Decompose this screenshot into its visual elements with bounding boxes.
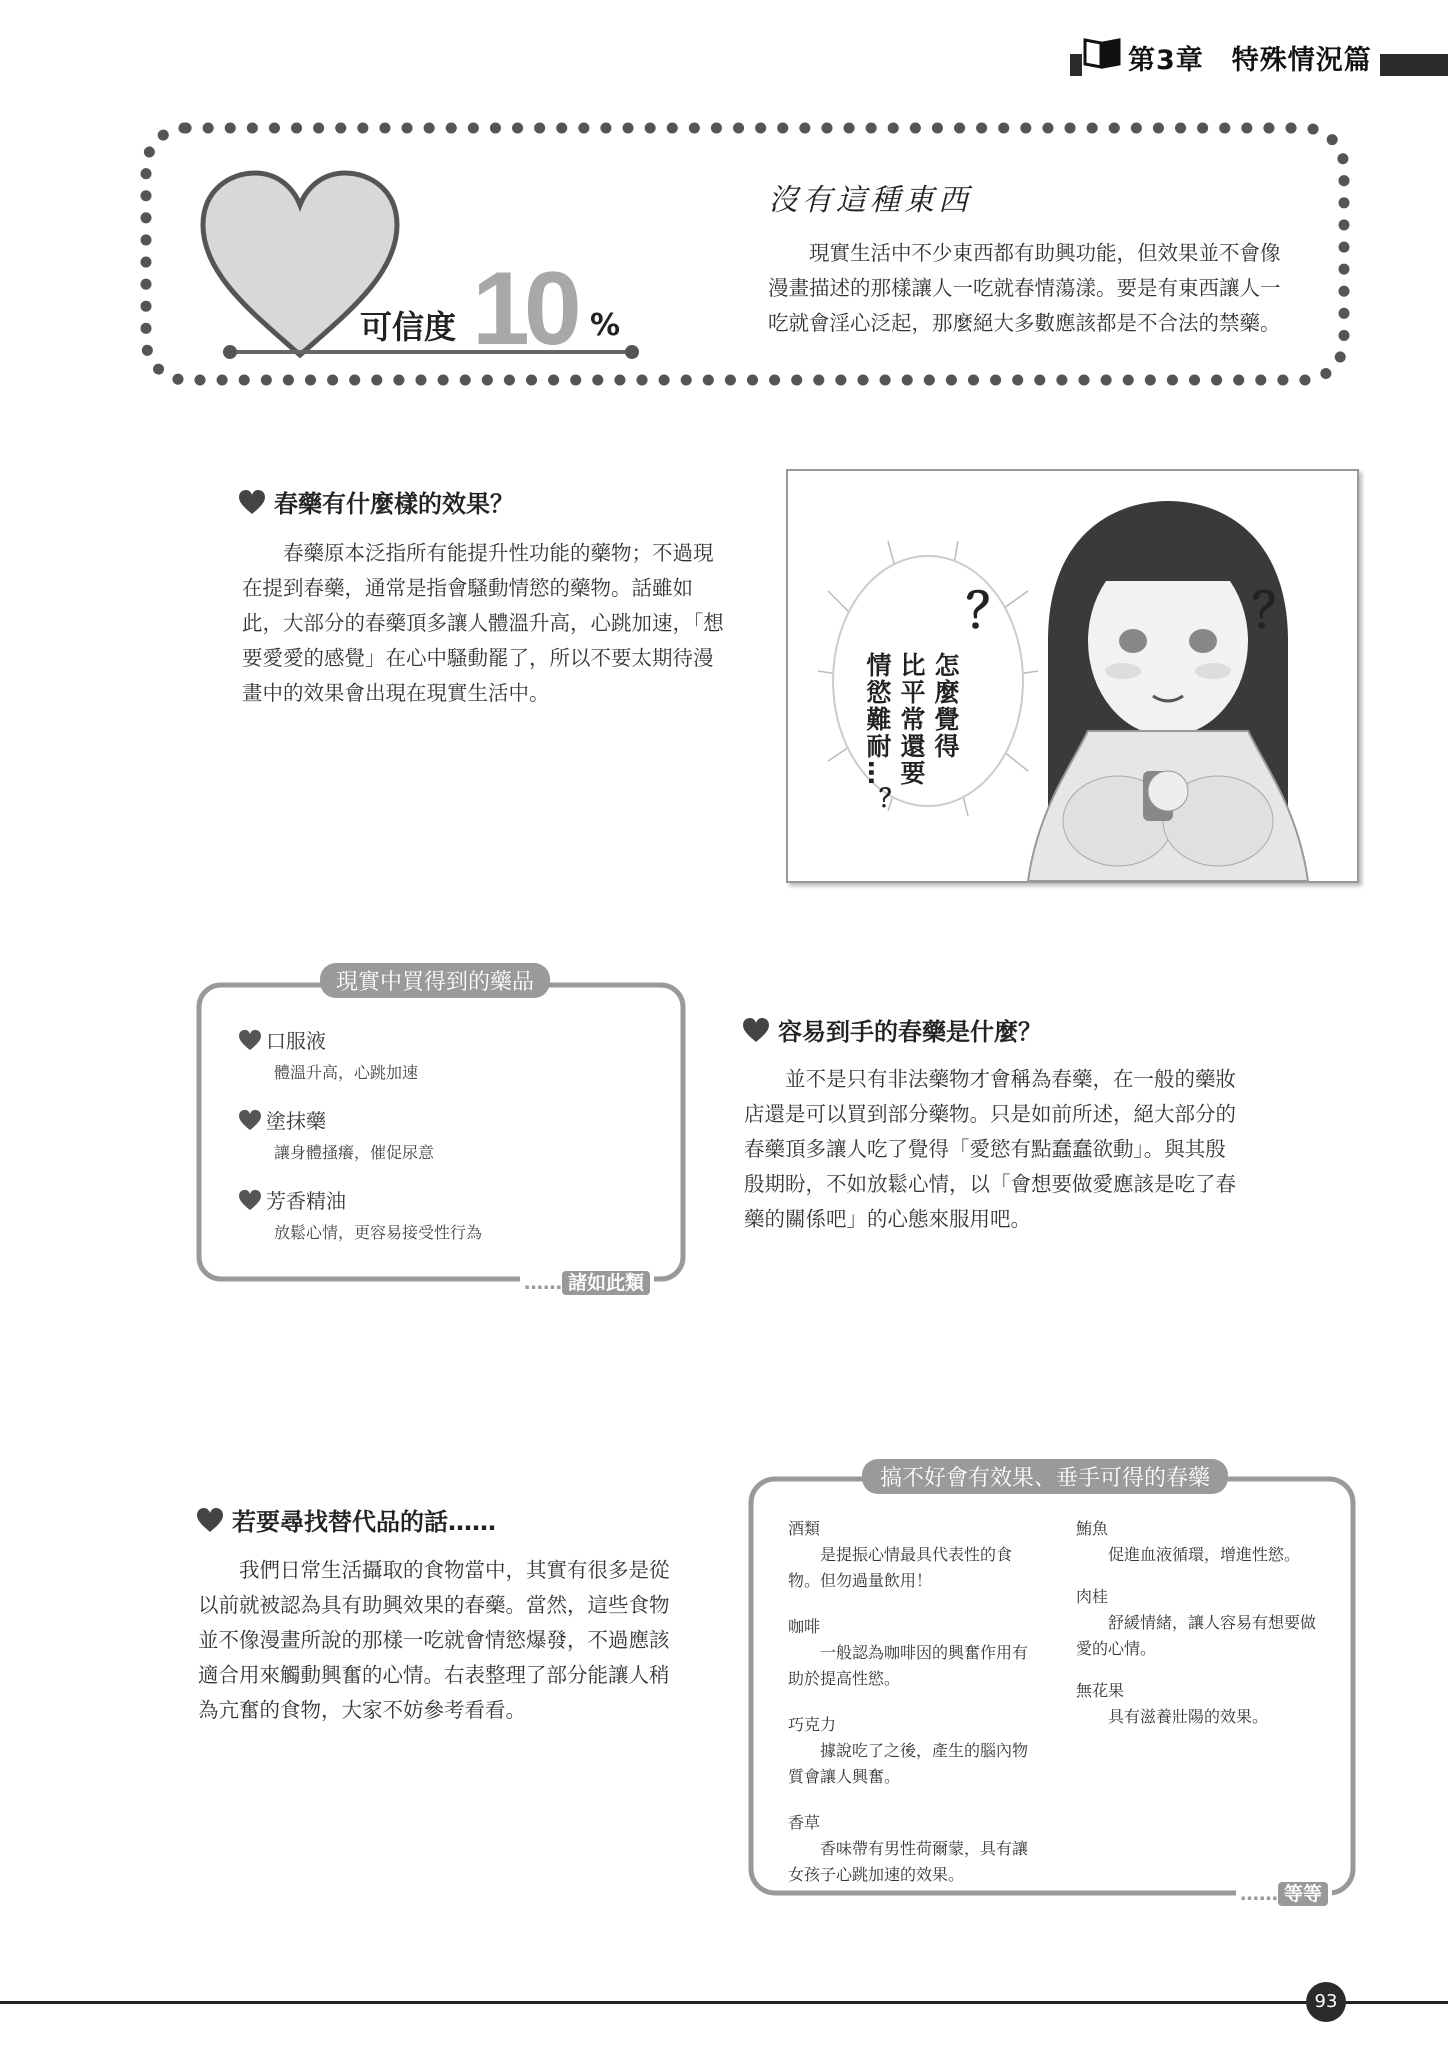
credibility-heading: 沒有這種東西 — [768, 183, 972, 218]
item-desc: 體溫升高，心跳加速 — [274, 1063, 419, 1082]
speech-text-col2: 比平常還要 — [897, 652, 926, 787]
section-body-effects: 春藥原本泛指所有能提升性功能的藥物；不過現在提到春藥，通常是指會騷動情慾的藥物。話雖如此，大部分的春藥頂多讓人體溫升高，心跳加速，「想要愛愛的感覺」在心中騷動罷了，所以不要太期待漫畫中的效果會出現在現實生活中。 — [242, 541, 724, 705]
food-name: 鮪魚 — [1076, 1519, 1109, 1538]
section-heading-text: 春藥有什麼樣的效果？ — [274, 490, 514, 518]
question-mark-left: ？ — [966, 583, 1015, 639]
food-box-title: 搞不好會有效果、垂手可得的春藥 — [862, 1459, 1228, 1494]
section-body-accessible: 並不是只有非法藥物才會稱為春藥，在一般的藥妝店還是可以買到部分藥物。只是如前所述，絕大部分的春藥頂多讓人吃了覺得「愛慾有點蠢蠢欲動」。與其殷殷期盼，不如放鬆心情，以「會想要做愛應該是吃了春藥的關係吧」的心態來服用吧。 — [744, 1067, 1236, 1231]
footer-dots: …… — [524, 1272, 562, 1294]
heart-icon — [238, 1109, 262, 1131]
food-desc: 是提振心情最具代表性的食物。但勿過量飲用！ — [788, 1545, 1013, 1590]
credibility-label: 可信度 — [360, 308, 457, 346]
section-heading-text: 容易到手的春藥是什麼？ — [778, 1018, 1042, 1046]
heart-icon — [742, 1017, 770, 1043]
section-heading-substitutes — [196, 1502, 496, 1537]
food-name: 咖啡 — [788, 1617, 821, 1636]
credibility-text: 現實生活中不少東西都有助興功能，但效果並不會像漫畫描述的那樣讓人一吃就春情蕩漾。要是有東西讓人一吃就會淫心泛起，那麼絕大多數應該都是不合法的禁藥。 — [768, 241, 1281, 335]
item-desc: 放鬆心情，更容易接受性行為 — [274, 1223, 483, 1242]
item-name: 塗抹藥 — [266, 1109, 326, 1133]
page-number: 93 — [1306, 1982, 1346, 2022]
section-heading-effects — [238, 484, 514, 519]
footer-label: 等等 — [1278, 1882, 1328, 1906]
item-name: 口服液 — [266, 1029, 326, 1053]
question-mark-right: ？ — [1252, 583, 1301, 639]
list-item — [238, 1185, 658, 1265]
speech-text-col3: 情慾難耐…？ — [863, 652, 892, 814]
drug-list — [238, 1025, 658, 1265]
section-heading-text: 若要尋找替代品的話…… — [232, 1508, 496, 1536]
footer-line — [0, 2001, 1448, 2004]
food-desc: 據說吃了之後，產生的腦內物質會讓人興奮。 — [788, 1741, 1029, 1786]
food-name: 巧克力 — [788, 1715, 837, 1734]
list-item — [238, 1105, 658, 1185]
footer-dots: …… — [1240, 1883, 1278, 1905]
credibility-unit: % — [590, 308, 621, 343]
food-list-left — [788, 1502, 1028, 1888]
food-desc: 一般認為咖啡因的興奮作用有助於提高性慾。 — [788, 1643, 1029, 1688]
section-body-substitutes: 我們日常生活攝取的食物當中，其實有很多是從以前就被認為具有助興效果的春藥。當然，這些食物並不像漫畫所說的那樣一吃就會情慾爆發，不過應該適合用來觸動興奮的心情。右表整理了部分能讓人稍為亢奮的食物，大家不妨參考看看。 — [198, 1558, 670, 1722]
food-desc: 舒緩情緒，讓人容易有想要做愛的心情。 — [1076, 1613, 1317, 1658]
item-name: 芳香精油 — [266, 1189, 346, 1213]
heart-icon — [196, 1507, 224, 1533]
heart-icon — [238, 1189, 262, 1211]
book-icon — [1082, 36, 1122, 70]
food-name: 肉桂 — [1076, 1587, 1109, 1606]
heart-icon — [238, 489, 266, 515]
food-list-right — [1076, 1502, 1326, 1730]
food-name: 無花果 — [1076, 1681, 1125, 1700]
food-name: 酒類 — [788, 1519, 821, 1538]
heart-icon — [238, 1029, 262, 1051]
drug-box-title: 現實中買得到的藥品 — [320, 963, 550, 998]
food-box-footer — [1236, 1879, 1332, 1906]
list-item — [238, 1025, 658, 1105]
chapter-title: 第3章 特殊情況篇 — [1082, 38, 1380, 77]
item-desc: 讓身體搔癢，催促尿意 — [274, 1143, 435, 1162]
footer-label: 諸如此類 — [562, 1271, 650, 1295]
food-desc: 促進血液循環，增進性慾。 — [1108, 1545, 1301, 1564]
speech-text-col1: 怎麼覺得 — [931, 652, 960, 760]
drug-box-footer — [520, 1268, 654, 1295]
food-desc: 香味帶有男性荷爾蒙，具有讓女孩子心跳加速的效果。 — [788, 1839, 1029, 1884]
section-heading-accessible — [742, 1012, 1042, 1047]
food-desc: 具有滋養壯陽的效果。 — [1108, 1707, 1269, 1726]
credibility-value: 10 — [472, 251, 576, 367]
food-name: 香草 — [788, 1813, 821, 1832]
